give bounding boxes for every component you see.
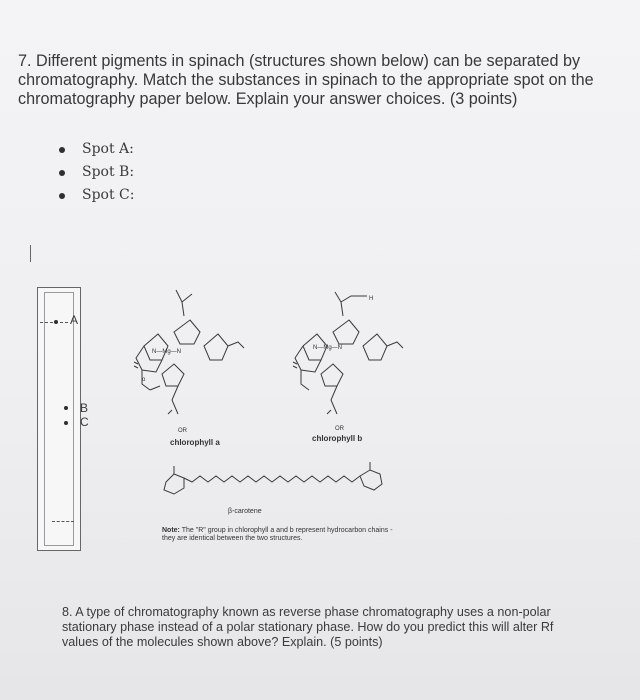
chlorophyll-a-structure bbox=[128, 282, 248, 432]
chlorophyll-a-core-label: N—Mg—N bbox=[152, 349, 182, 355]
chlorophyll-b-label: chlorophyll b bbox=[312, 434, 363, 443]
question-7-text: 7. Different pigments in spinach (structures shown below) can be separated by chromatography. Match the substances in spinach to the appropriate spot on the chromatography paper below. Explain your answer choices. (3 points) bbox=[18, 52, 594, 108]
question-8-text: 8. A type of chromatography known as reverse phase chromatography uses a non-polar stationary phase instead of a polar stationary phase. How do you predict this will alter Rf values of the molecules shown above? Explain. (5 points) bbox=[62, 605, 554, 649]
spot-answer-item bbox=[56, 184, 135, 207]
spot-answer-label: Spot B: bbox=[82, 164, 135, 180]
note-label: Note: bbox=[162, 527, 180, 534]
spot-b-label: B bbox=[80, 401, 89, 415]
spot-answer-item bbox=[56, 161, 135, 184]
spot-answer-label: Spot A: bbox=[82, 141, 134, 157]
chlorophyll-b-core-label: N—Mg—N bbox=[313, 345, 343, 351]
note-text: The "R" group in chlorophyll a and b represent hydrocarbon chains - they are identical between the two structures. bbox=[162, 527, 393, 542]
bullet-icon bbox=[59, 170, 65, 176]
structure-note bbox=[162, 527, 398, 543]
spot-answer-label: Spot C: bbox=[82, 187, 135, 203]
bullet-icon bbox=[59, 147, 65, 153]
chromatography-paper-inner-border bbox=[44, 292, 74, 546]
spot-c-dot bbox=[64, 421, 68, 425]
beta-carotene-label: β-carotene bbox=[228, 508, 262, 515]
beta-carotene-structure bbox=[156, 460, 396, 500]
chlorophyll-b-structure bbox=[283, 282, 413, 432]
chlorophyll-b-aldehyde-h: H bbox=[369, 296, 374, 302]
pen-mark bbox=[30, 245, 31, 262]
chlorophyll-b-or-label: OR bbox=[335, 426, 344, 432]
chlorophyll-a-label: chlorophyll a bbox=[170, 438, 220, 447]
baseline-line bbox=[52, 521, 74, 522]
spot-c-label: C bbox=[80, 415, 89, 429]
chlorophyll-a-or-label: OR bbox=[178, 428, 187, 434]
spot-answer-list bbox=[56, 138, 135, 207]
spot-a-label: A bbox=[70, 313, 79, 327]
spot-answer-item bbox=[56, 138, 135, 161]
spot-b-dot bbox=[64, 406, 68, 410]
bullet-icon bbox=[59, 193, 65, 199]
svg-text:o: o bbox=[142, 377, 146, 383]
spot-a-dot bbox=[54, 320, 58, 324]
